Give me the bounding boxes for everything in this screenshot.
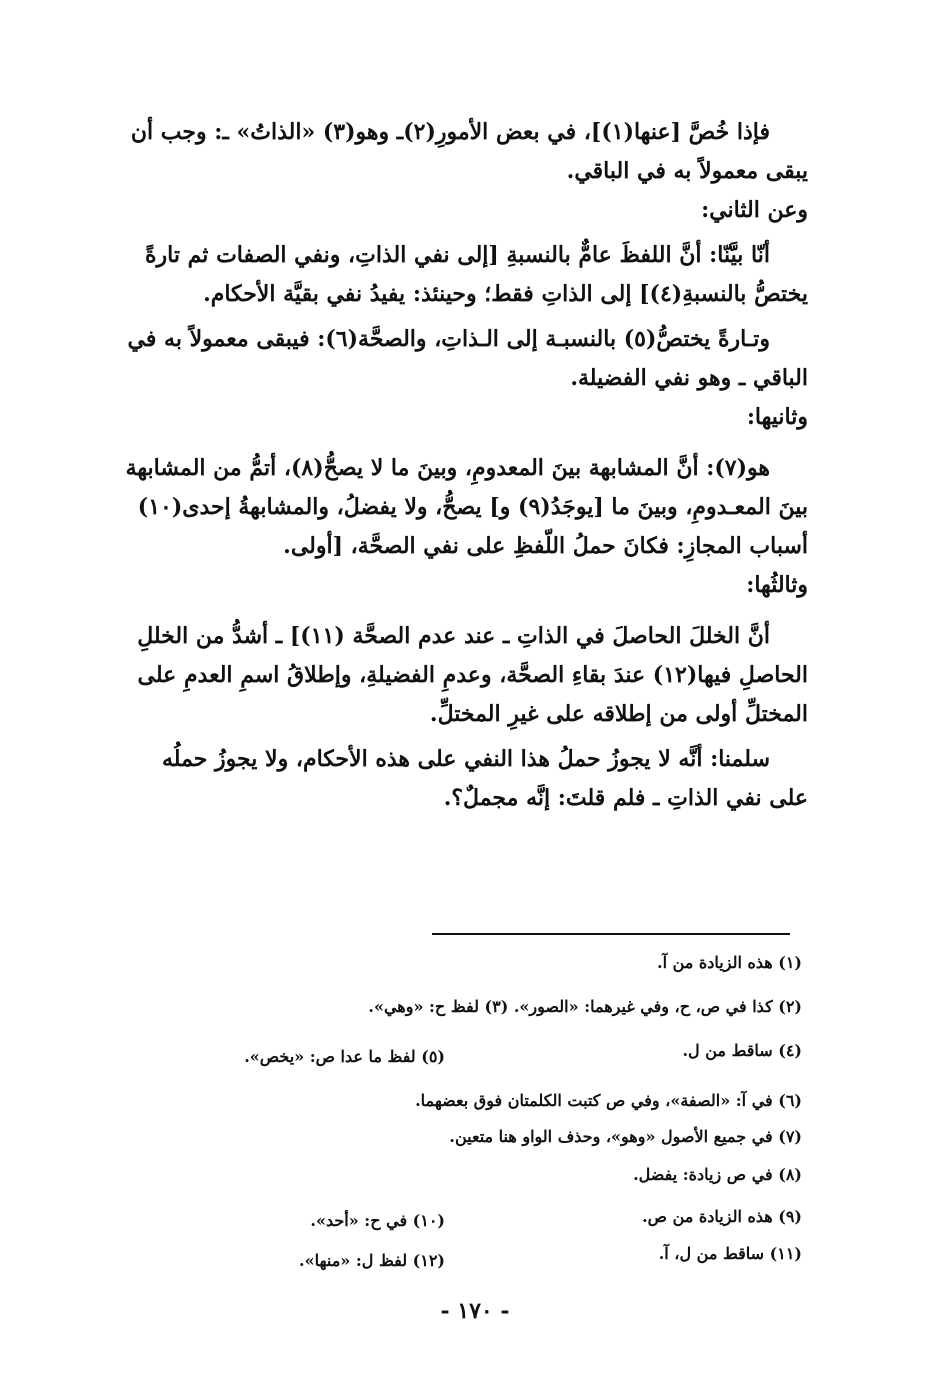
page-number: - ١٧٠ - [440, 1298, 510, 1324]
text-line-1: فإذا خُصَّ [عنها(١)]، في بعض الأمورِ(٢)ـ وهو(٣) «الذاتُ» ـ: وجب أن [130, 119, 770, 145]
text-line-10: بينَ المعـدومِ، وبينَ ما [يوجَدُ(٩) و] يصحُّ، ولا يفضلُ، والمشابهةُ إحدى(١٠) [137, 494, 808, 520]
footnote-5: (٥) لفظ ما عدا ص: «يخص». [244, 1047, 445, 1066]
text-line-6: وتـارةً يختصُّ(٥) بالنسبـة إلى الـذاتِ، والصحَّة(٦): فيبقى معمولاً به في [127, 326, 770, 352]
section-heading-secondly: وثانيها: [746, 404, 808, 430]
text-line-2: يبقى معمولاً به في الباقي. [566, 158, 808, 184]
section-heading-thirdly: وثالثُها: [746, 572, 808, 598]
text-line-15: المختلِّ أولى من إطلاقه على غيرِ المختلِّ. [429, 701, 808, 727]
text-line-17: على نفي الذاتِ ـ فلم قلتَ: إنَّه مجملٌ؟. [443, 785, 808, 811]
text-line-16: سلمنا: أنَّه لا يجوزُ حملُ هذا النفي على هذه الأحكام، ولا يجوزُ حملُه [162, 746, 770, 772]
footnote-10: (١٠) في ح: «أحد». [310, 1211, 445, 1230]
footnote-6: (٦) في آ: «الصفة»، وفي ص كتبت الكلمتان فوق بعضهما. [415, 1091, 802, 1110]
footnote-7: (٧) في جميع الأصول «وهو»، وحذف الواو هنا متعين. [449, 1127, 802, 1146]
footnote-12: (١٢) لفظ ل: «منها». [299, 1251, 445, 1270]
text-line-14: الحاصلِ فيها(١٢) عندَ بقاءِ الصحَّة، وعدمِ الفضيلةِ، وإطلاقُ اسمِ العدمِ على [137, 662, 808, 688]
footnote-11: (١١) ساقط من ل، آ. [658, 1244, 802, 1263]
text-line-5: يختصُّ بالنسبةِ(٤)] إلى الذاتِ فقط؛ وحينئذ: يفيدُ نفي بقيَّة الأحكام. [203, 281, 808, 307]
main-text [108, 113, 808, 818]
text-line-4: أنّا بيَّنّا: أنَّ اللفظَ عامٌّ بالنسبةِ [إلى نفي الذاتِ، ونفي الصفات ثم تارةً [145, 242, 770, 268]
text-line-13: أنَّ الخللَ الحاصلَ في الذاتِ ـ عند عدم الصحَّة (١١)] ـ أشدُّ من الخللِ [137, 623, 770, 649]
footnote-9: (٩) هذه الزيادة من ص. [642, 1207, 802, 1226]
footnote-2-3: (٢) كذا في ص، ح، وفي غيرهما: «الصور». (٣) لفظ ح: «وهي». [368, 997, 802, 1016]
text-line-9: هو(٧): أنَّ المشابهة بينَ المعدومِ، وبينَ ما لا يصحُّ(٨)، أتمُّ من المشابهة [125, 455, 770, 481]
section-heading-second: وعن الثاني: [701, 197, 808, 223]
text-line-7: الباقي ـ وهو نفي الفضيلة. [570, 365, 808, 391]
footnote-divider [432, 933, 790, 935]
text-line-11: أسباب المجازِ: فكانَ حملُ اللّفظِ على نفي الصحَّة، [أولى. [283, 533, 808, 559]
footnote-1: (١) هذه الزيادة من آ. [657, 953, 802, 972]
footnote-8: (٨) في ص زيادة: يفضل. [633, 1165, 802, 1184]
footnote-4: (٤) ساقط من ل. [682, 1041, 802, 1060]
